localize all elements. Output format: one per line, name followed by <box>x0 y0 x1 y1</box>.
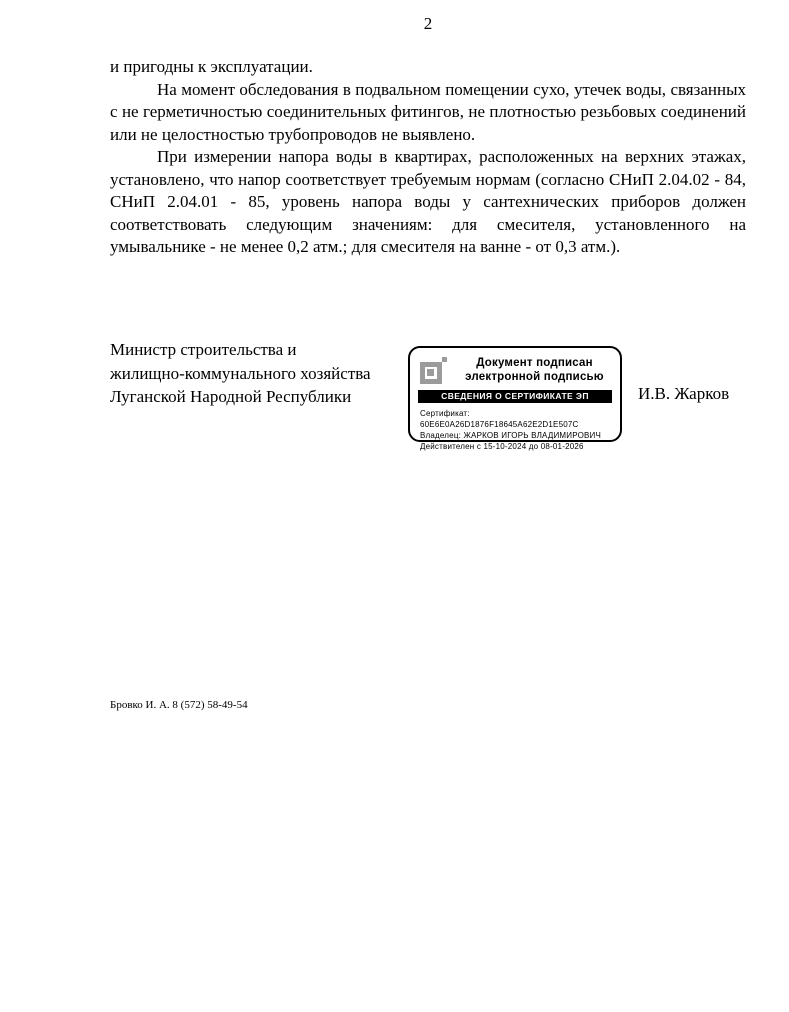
stamp-title-line: электронной подписью <box>465 371 604 383</box>
certificate-number: Сертификат: 60E6E0A26D1876F18645A62E2D1E507C <box>420 409 579 429</box>
position-line: жилищно-коммунального хозяйства <box>110 363 371 383</box>
digital-signature-icon <box>420 357 447 384</box>
paragraph-basement-inspection: На момент обследования в подвальном помещении сухо, утечек воды, связанных с не герметичностью соединительных фитингов, не плотностью резьбовых соединений или не целостностью трубопроводов не выявлено. <box>110 79 746 144</box>
certificate-owner: Владелец: ЖАРКОВ ИГОРЬ ВЛАДИМИРОВИЧ <box>420 431 602 440</box>
position-line: Министр строительства и <box>110 340 297 359</box>
signer-name: И.В. Жарков <box>638 384 730 403</box>
electronic-signature-stamp <box>408 346 622 451</box>
stamp-title-line: Документ подписан <box>476 357 593 369</box>
icon-inner-square <box>427 369 434 376</box>
stamp-title <box>459 356 610 384</box>
executor-contact: Бровко И. А. 8 (572) 58-49-54 <box>110 699 248 711</box>
signatory-position-title <box>110 338 430 409</box>
paragraph-water-pressure: При измерении напора воды в квартирах, расположенных на верхних этажах, установлено, что напор соответствует требуемым нормам (согласно СНиП 2.04.02 - 84, СНиП 2.04.01 - 85, уровень напора воды у сантехнических приборов должен соответствовать следующим значениям: для смесителя, установленного на умывальнике - не менее 0,2 атм.; для смесителя на ванне - от 0,3 атм.). <box>110 147 746 256</box>
icon-corner-square <box>442 357 447 362</box>
certificate-info-bar: СВЕДЕНИЯ О СЕРТИФИКАТЕ ЭП <box>418 390 612 403</box>
certificate-validity: Действителен с 15-10-2024 до 08-01-2026 <box>420 442 584 451</box>
stamp-header <box>410 348 620 388</box>
paragraph-continuation: и пригодны к эксплуатации. <box>110 57 313 76</box>
certificate-details <box>410 403 620 452</box>
page-number: 2 <box>423 14 433 33</box>
position-line: Луганской Народной Республики <box>110 387 352 406</box>
document-body <box>110 56 746 259</box>
